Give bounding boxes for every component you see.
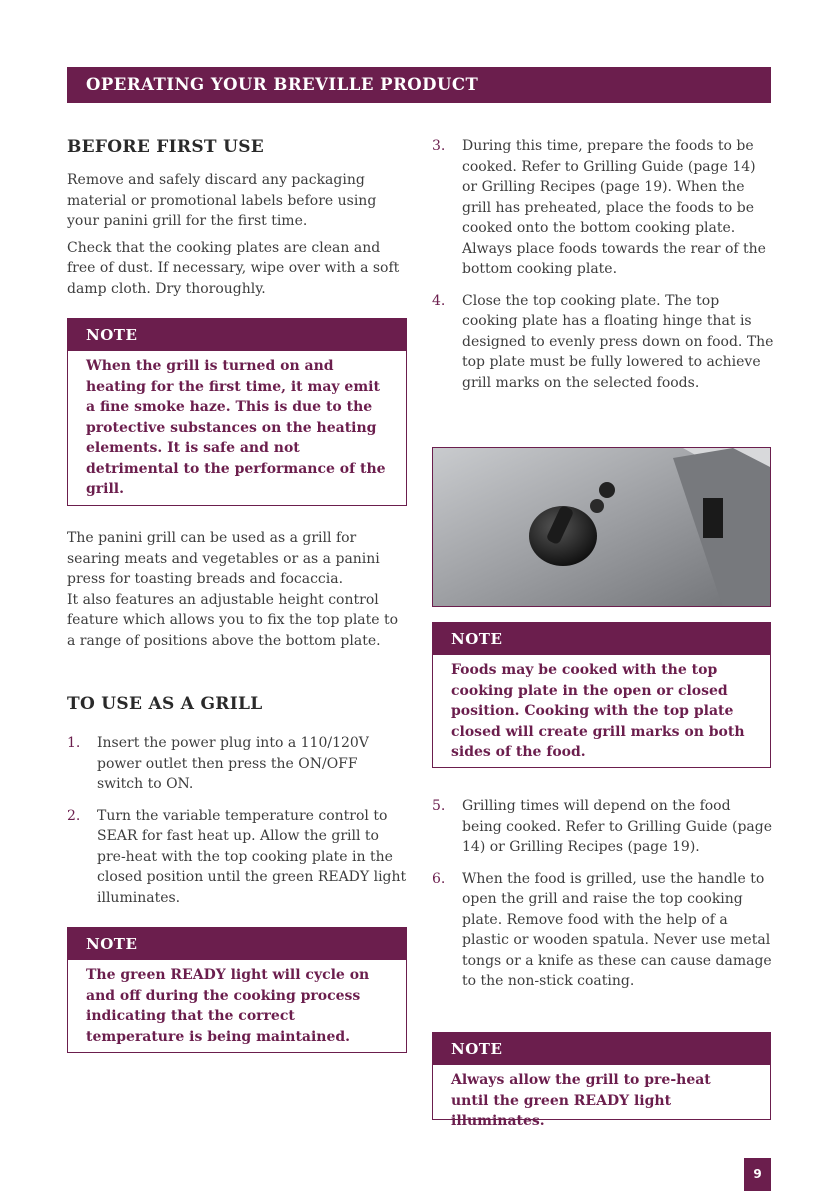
step-text: Turn the variable temperature control to SEAR for fast heat up. Allow the grill to pre-heat with the top cooking plate in the closed position until the green READY light illuminates. [97, 807, 407, 906]
step-text: Insert the power plug into a 110/120V power outlet then press the ON/OFF switch to ON. [97, 735, 369, 792]
grill-control-photo [432, 447, 771, 607]
grill-steps-list-left [67, 733, 407, 919]
note-box-open-closed [432, 622, 771, 768]
step-text: Grilling times will depend on the food being cooked. Refer to Grilling Guide (page 14) or Grilling Recipes (page 19). [462, 798, 773, 855]
list-item [432, 869, 774, 992]
step-text: During this time, prepare the foods to be cooked. Refer to Grilling Guide (page 14) or Grilling Recipes (page 19). When the grill has preheated, place the foods to be cooked onto the bottom cooking plate. Always place foods towards the rear of the bottom cooking plate. [462, 138, 766, 277]
list-item [432, 796, 774, 858]
step-number: 5. [432, 798, 446, 814]
paragraph: The panini grill can be used as a grill for searing meats and vegetables or as a panini press for toasting breads and focaccia. [67, 530, 380, 587]
paragraph: Remove and safely discard any packaging material or promotional labels before using your panini grill for the first time. [67, 172, 377, 229]
note-label: NOTE [433, 623, 770, 655]
step-number: 6. [432, 870, 446, 887]
step-number: 3. [432, 138, 446, 154]
before-first-use-heading: BEFORE FIRST USE [67, 137, 265, 157]
grill-intro-text [67, 528, 407, 651]
page-number: 9 [744, 1158, 771, 1191]
grill-photo-illustration [433, 448, 771, 607]
step-number: 2. [67, 807, 81, 824]
paragraph: Check that the cooking plates are clean and free of dust. If necessary, wipe over with a soft damp cloth. Dry thoroughly. [67, 239, 400, 297]
note-text: Foods may be cooked with the top cooking plate in the open or closed position. Cooking with the top plate closed will create grill marks on both sides of the food. [451, 662, 745, 760]
note-box-preheat [432, 1032, 771, 1129]
list-item [432, 136, 774, 280]
grill-steps-list-right-lower [432, 796, 774, 1003]
note-label: NOTE [68, 928, 406, 960]
note-text: The green READY light will cycle on and off during the cooking process indicating that the correct temperature is being maintained. [86, 967, 370, 1045]
grill-steps-list-right [432, 136, 774, 404]
note-text: Always allow the grill to pre-heat until the green READY light illuminates. [451, 1072, 711, 1129]
use-as-grill-heading: TO USE AS A GRILL [67, 694, 263, 714]
note-box-ready-light-cycle [67, 927, 407, 1053]
note-label: NOTE [68, 319, 406, 351]
note-label: NOTE [433, 1033, 770, 1065]
step-text: Close the top cooking plate. The top cooking plate has a floating hinge that is designed to evenly press down on food. The top plate must be fully lowered to achieve grill marks on the selected foods. [462, 292, 774, 391]
note-text: When the grill is turned on and heating for the first time, it may emit a fine smoke haze. This is due to the protective substances on the heating elements. It is safe and not detrimental to the performance of the grill. [86, 358, 386, 497]
section-title: OPERATING YOUR BREVILLE PRODUCT [86, 75, 479, 94]
section-header-bar [67, 67, 771, 103]
list-item [67, 733, 407, 795]
paragraph: It also features an adjustable height control feature which allows you to fix the top plate to a range of positions above the bottom plate. [67, 591, 399, 649]
before-first-use-text [67, 170, 407, 299]
note-box-first-use [67, 318, 407, 506]
list-item [67, 806, 407, 909]
step-text: When the food is grilled, use the handle to open the grill and raise the top cooking plate. Remove food with the help of a plastic or wooden spatula. Never use metal tongs or a knife as these can cause damage to the non-stick coating. [462, 870, 772, 989]
step-number: 1. [67, 735, 81, 751]
list-item [432, 291, 774, 394]
step-number: 4. [432, 292, 446, 309]
